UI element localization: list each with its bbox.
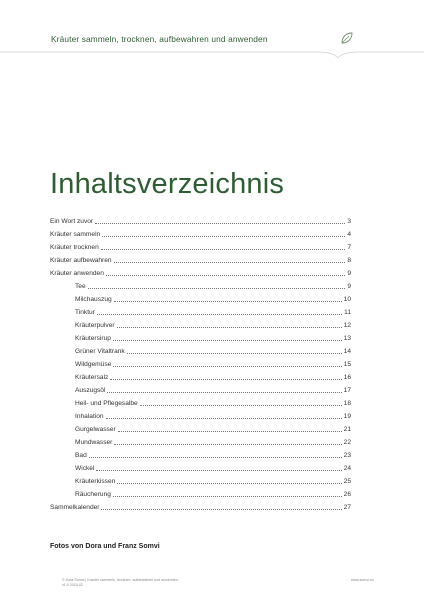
toc-entry[interactable] (50, 394, 351, 407)
toc-entry[interactable] (50, 212, 351, 225)
toc-entry-label: Inhalation (75, 413, 104, 420)
toc-entry[interactable] (50, 498, 351, 511)
toc-entry-label: Wildgemüse (75, 361, 112, 368)
toc-entry-page: 27 (343, 504, 351, 511)
leaf-icon (340, 31, 354, 45)
toc-leader-dots (97, 314, 342, 315)
toc-entry-page: 19 (343, 413, 351, 420)
toc-entry[interactable] (50, 485, 351, 498)
toc-entry-label: Sammelkalender (50, 504, 100, 511)
toc-entry-page: 10 (343, 296, 351, 303)
toc-leader-dots (106, 275, 345, 276)
toc-entry[interactable] (50, 303, 351, 316)
toc-entry-page: 23 (343, 452, 351, 459)
toc-leader-dots (110, 379, 341, 380)
toc-entry-label: Kräuter aufbewahren (50, 257, 112, 264)
toc-leader-dots (140, 405, 342, 406)
toc-entry[interactable] (50, 368, 351, 381)
toc-leader-dots (107, 392, 341, 393)
toc-entry-page: 4 (347, 231, 351, 238)
toc-leader-dots (113, 340, 342, 341)
page-title: Inhaltsverzeichnis (50, 168, 285, 200)
toc-entry-page: 9 (347, 283, 351, 290)
toc-entry-page: 21 (343, 426, 351, 433)
toc-leader-dots (114, 262, 346, 263)
toc-leader-dots (118, 431, 342, 432)
toc-entry-page: 14 (343, 348, 351, 355)
toc-entry-page: 15 (343, 361, 351, 368)
toc-entry-page: 11 (344, 309, 351, 316)
toc-entry-label: Kräuter anwenden (50, 270, 104, 277)
toc-entry-label: Kräutersirup (75, 335, 111, 342)
toc-entry-label: Grüner Vitaltrank (75, 348, 125, 355)
toc-entry-label: Heil- und Pflegesalbe (75, 400, 138, 407)
toc-entry[interactable] (50, 472, 351, 485)
toc-entry[interactable] (50, 251, 351, 264)
toc-entry[interactable] (50, 238, 351, 251)
toc-entry-page: 17 (343, 387, 351, 394)
toc-leader-dots (88, 288, 346, 289)
toc-entry-page: 16 (343, 374, 351, 381)
toc-entry-label: Auszugsöl (75, 387, 106, 394)
toc-entry-label: Kräuterkissen (75, 478, 116, 485)
header-rule (0, 0, 424, 62)
toc-entry-page: 7 (347, 244, 351, 251)
toc-entry-page: 26 (343, 491, 351, 498)
footer-copyright (62, 578, 178, 588)
toc-leader-dots (117, 327, 342, 328)
toc-entry-label: Mundwasser (75, 439, 113, 446)
toc-entry-page: 8 (347, 257, 351, 264)
header-title: Kräuter sammeln, trocknen, aufbewahren und anwenden (51, 34, 268, 44)
toc-leader-dots (89, 457, 342, 458)
toc-leader-dots (102, 236, 345, 237)
toc-leader-dots (117, 483, 341, 484)
toc-leader-dots (101, 249, 346, 250)
toc-entry-page: 12 (343, 322, 351, 329)
toc-entry[interactable] (50, 407, 351, 420)
footer-website: www.somvi.eu (351, 578, 374, 582)
toc-entry[interactable] (50, 290, 351, 303)
toc-entry[interactable] (50, 225, 351, 238)
toc-leader-dots (114, 444, 341, 445)
toc-entry-page: 9 (347, 270, 351, 277)
toc-entry[interactable] (50, 446, 351, 459)
footer-version: v1.0 2024-02 (62, 583, 83, 587)
toc-entry-label: Räucherung (75, 491, 111, 498)
toc-entry[interactable] (50, 342, 351, 355)
toc-entry-label: Bad (75, 452, 87, 459)
toc-entry-label: Wickel (75, 465, 95, 472)
toc-entry[interactable] (50, 420, 351, 433)
toc-entry[interactable] (50, 264, 351, 277)
toc-entry-page: 22 (343, 439, 351, 446)
toc-entry[interactable] (50, 277, 351, 290)
toc-entry-label: Milchauszug (75, 296, 112, 303)
toc-entry[interactable] (50, 355, 351, 368)
toc-entry-label: Kräuter trocknen (50, 244, 99, 251)
page-footer (0, 576, 424, 600)
toc-entry-label: Kräutersalz (75, 374, 109, 381)
toc-leader-dots (101, 509, 341, 510)
toc-entry[interactable] (50, 433, 351, 446)
toc-entry-page: 13 (343, 335, 351, 342)
page-header (0, 0, 424, 62)
toc-leader-dots (95, 223, 345, 224)
toc-leader-dots (106, 418, 342, 419)
toc-entry-label: Tee (75, 283, 86, 290)
toc-entry-page: 25 (343, 478, 351, 485)
toc-entry-page: 24 (343, 465, 351, 472)
toc-entry[interactable] (50, 459, 351, 472)
photo-credit: Fotos von Dora und Franz Somvi (50, 543, 160, 550)
toc-leader-dots (113, 496, 342, 497)
footer-copyright-line: © Dora Somvi | Kräuter sammeln, trocknen, aufbewahren und anwenden (62, 578, 178, 582)
table-of-contents (50, 212, 351, 511)
toc-entry-label: Kräuter sammeln (50, 231, 101, 238)
toc-entry-page: 18 (343, 400, 351, 407)
toc-entry[interactable] (50, 316, 351, 329)
toc-leader-dots (127, 353, 342, 354)
toc-entry-page: 3 (347, 218, 351, 225)
toc-leader-dots (113, 366, 341, 367)
toc-entry-label: Ein Wort zuvor (50, 218, 94, 225)
toc-entry-label: Kräuterpulver (75, 322, 115, 329)
toc-entry-label: Tinktur (75, 309, 95, 316)
toc-leader-dots (114, 301, 342, 302)
toc-leader-dots (96, 470, 341, 471)
toc-entry[interactable] (50, 329, 351, 342)
toc-entry-label: Gurgelwasser (75, 426, 116, 433)
toc-entry[interactable] (50, 381, 351, 394)
